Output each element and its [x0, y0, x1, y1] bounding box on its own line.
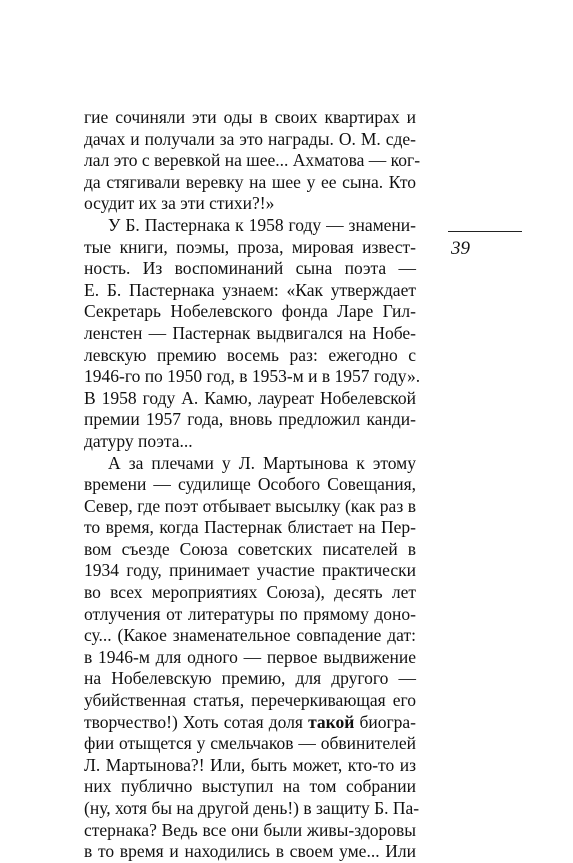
text-line: убийственная статья, перечеркивающая его	[84, 690, 416, 711]
text-line: датуру поэта...	[84, 430, 193, 451]
text-line: времени — судилище Особого Совещания,	[84, 474, 416, 495]
text-line: 1934 году, принимает участие практически	[84, 560, 416, 581]
text-line: фии отыщется у смельчаков — обвинителей	[84, 733, 416, 754]
text-line: Север, где поэт отбывает высылку (как раз в	[84, 495, 416, 516]
text-line: гие сочиняли эти оды в своих квартирах и	[84, 107, 416, 127]
text-line: (ну, хотя бы на другой день!) в защиту Б. Па-	[84, 798, 420, 818]
page-number: 39	[451, 238, 470, 259]
body-text	[84, 107, 421, 863]
text-line: Л. Мартынова?! Или, быть может, кто-то из	[84, 754, 416, 775]
text-line-with-emphasis	[84, 712, 416, 734]
text-line: су... (Какое знаменательное совпадение дат:	[84, 625, 416, 646]
text-line: премии 1957 года, вновь предложил канди-	[84, 409, 416, 430]
text-line: во всех мероприятиях Союза), десять лет	[84, 582, 416, 603]
text-line: на Нобелевскую премию, для другого —	[84, 668, 416, 689]
text-line: лал это с веревкой на шее... Ахматова — ког-	[84, 150, 421, 171]
text-line: левскую премию восемь раз: ежегодно с	[84, 344, 416, 365]
text-line: стернака? Ведь все они были живы-здоровы	[84, 819, 416, 840]
emphasized-word: такой	[308, 711, 355, 732]
text-line: них публично выступил на том собрании	[84, 776, 416, 797]
text-line: да стягивали веревку на шее у ее сына. Кто	[84, 171, 416, 192]
text-line: ность. Из воспоминаний сына поэта —	[84, 258, 416, 279]
text-line: 1946-го по 1950 год, в 1953-м и в 1957 году».	[84, 366, 421, 387]
text-line: В 1958 году А. Камю, лауреат Нобелевской	[84, 387, 416, 408]
text-line: отлучения от литературы по прямому доно-	[84, 603, 416, 624]
text-line: то время, когда Пастернак блистает на Пер-	[84, 517, 416, 538]
text-line: ленстен — Пастернак выдвигался на Нобе-	[84, 322, 416, 343]
text-line: Секретарь Нобелевского фонда Ларе Гил-	[84, 301, 416, 322]
text-fragment: биогра-	[354, 711, 416, 732]
text-fragment: творчество!) Хоть сотая доля	[84, 711, 309, 732]
text-line: вом съезде Союза советских писателей в	[84, 538, 416, 559]
text-line: тые книги, поэмы, проза, мировая извест-	[84, 236, 416, 257]
paragraph-first-line: А за плечами у Л. Мартынова к этому	[108, 452, 416, 473]
text-line: осудит их за эти стихи?!»	[84, 193, 275, 214]
text-line: в 1946-м для одного — первое выдвижение	[84, 646, 416, 667]
text-line: дачах и получали за это награды. О. М. сде-	[84, 128, 416, 149]
margin-rule	[448, 231, 522, 232]
text-line: в то время и находились в своем уме... Или	[84, 841, 416, 862]
paragraph-first-line: У Б. Пастернака к 1958 году — знамени-	[108, 214, 416, 235]
text-line: Е. Б. Пастернака узнаем: «Как утверждает	[84, 279, 416, 300]
